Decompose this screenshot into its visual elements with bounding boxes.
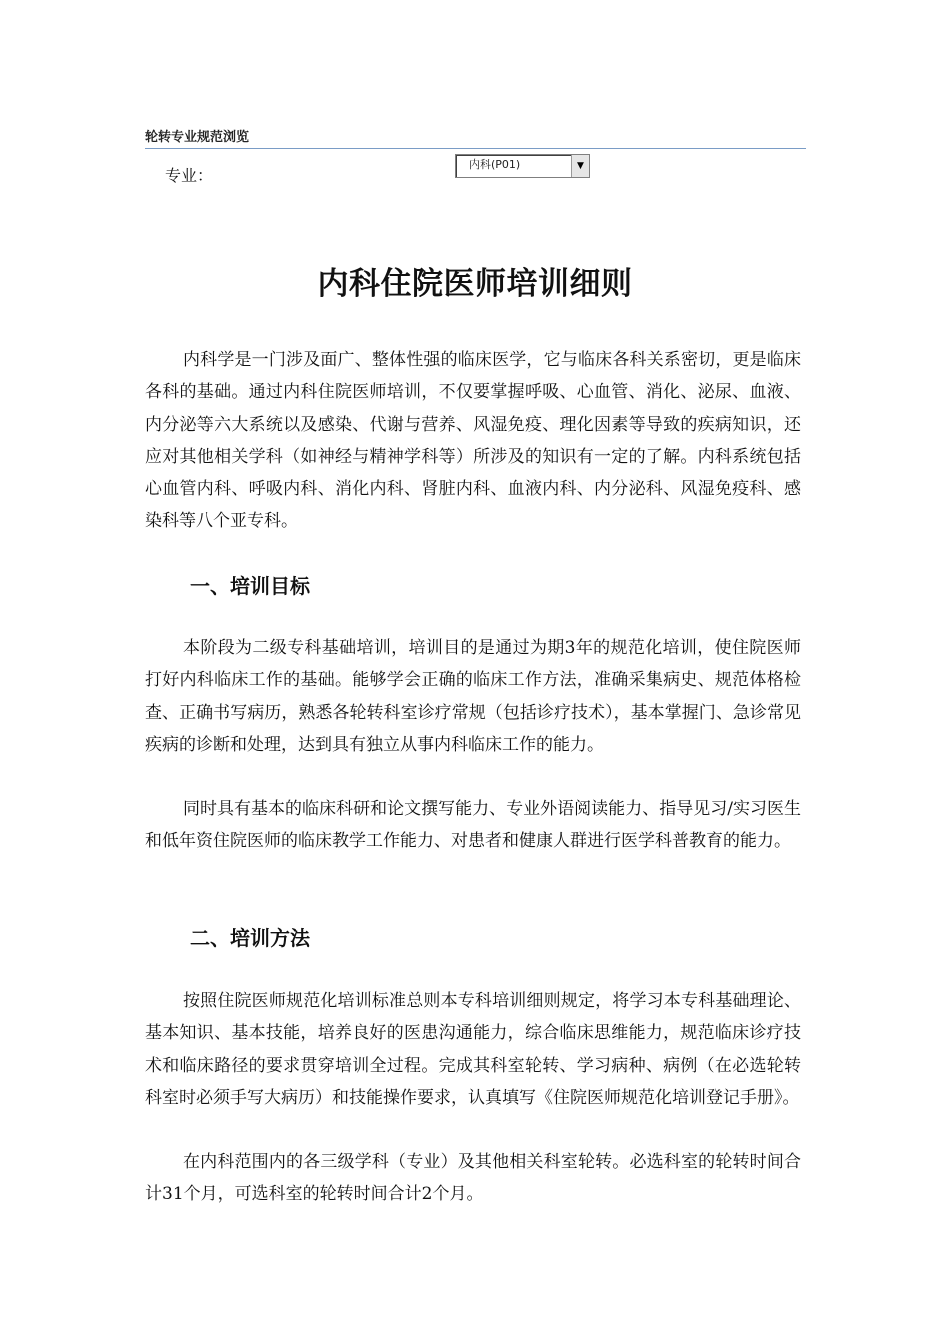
specialty-label: 专业： — [165, 166, 214, 185]
intro-paragraph: 内科学是一门涉及面广、整体性强的临床医学，它与临床各科关系密切，更是临床各科的基础。通过内科住院医师培训，不仅要掌握呼吸、心血管、消化、泌尿、血液、内分泌等六大系统以及感染、代谢与营养、风湿免疫、理化因素等导致的疾病知识，还应对其他相关学科（如神经与精神学科等）所涉及的知识有一定的了解。内科系统包括心血管内科、呼吸内科、消化内科、肾脏内科、血液内科、内分泌科、风湿免疫科、感染科等八个亚专科。 — [145, 350, 801, 532]
section-heading-methods: 二、培训方法 — [190, 926, 310, 950]
specialty-select[interactable] — [455, 154, 590, 178]
goals-paragraph-1: 本阶段为二级专科基础培训，培训目的是通过为期3年的规范化培训，使住院医师打好内科临床工作的基础。能够学会正确的临床工作方法，准确采集病史、规范体格检查、正确书写病历，熟悉各轮转科室诊疗常规（包括诊疗技术），基本掌握门、急诊常见疾病的诊断和处理，达到具有独立从事内科临床工作的能力。 — [145, 638, 801, 755]
methods-paragraph-2: 在内科范围内的各三级学科（专业）及其他相关科室轮转。必选科室的轮转时间合计31个月，可选科室的轮转时间合计2个月。 — [145, 1152, 801, 1205]
document-title: 内科住院医师培训细则 — [317, 266, 633, 302]
chevron-down-icon[interactable]: ▼ — [571, 155, 589, 177]
page-header-title: 轮转专业规范浏览 — [145, 129, 806, 149]
goals-paragraph-2: 同时具有基本的临床科研和论文撰写能力、专业外语阅读能力、指导见习/实习医生和低年资住院医师的临床教学工作能力、对患者和健康人群进行医学科普教育的能力。 — [145, 799, 801, 852]
specialty-selected-value: 内科(P01) — [469, 158, 521, 171]
methods-paragraph-1: 按照住院医师规范化培训标准总则本专科培训细则规定，将学习本专科基础理论、基本知识、基本技能，培养良好的医患沟通能力，综合临床思维能力，规范临床诊疗技术和临床路径的要求贯穿培训全过程。完成其科室轮转、学习病种、病例（在必选轮转科室时必须手写大病历）和技能操作要求，认真填写《住院医师规范化培训登记手册》。 — [145, 991, 801, 1108]
section-heading-goals: 一、培训目标 — [190, 574, 310, 598]
